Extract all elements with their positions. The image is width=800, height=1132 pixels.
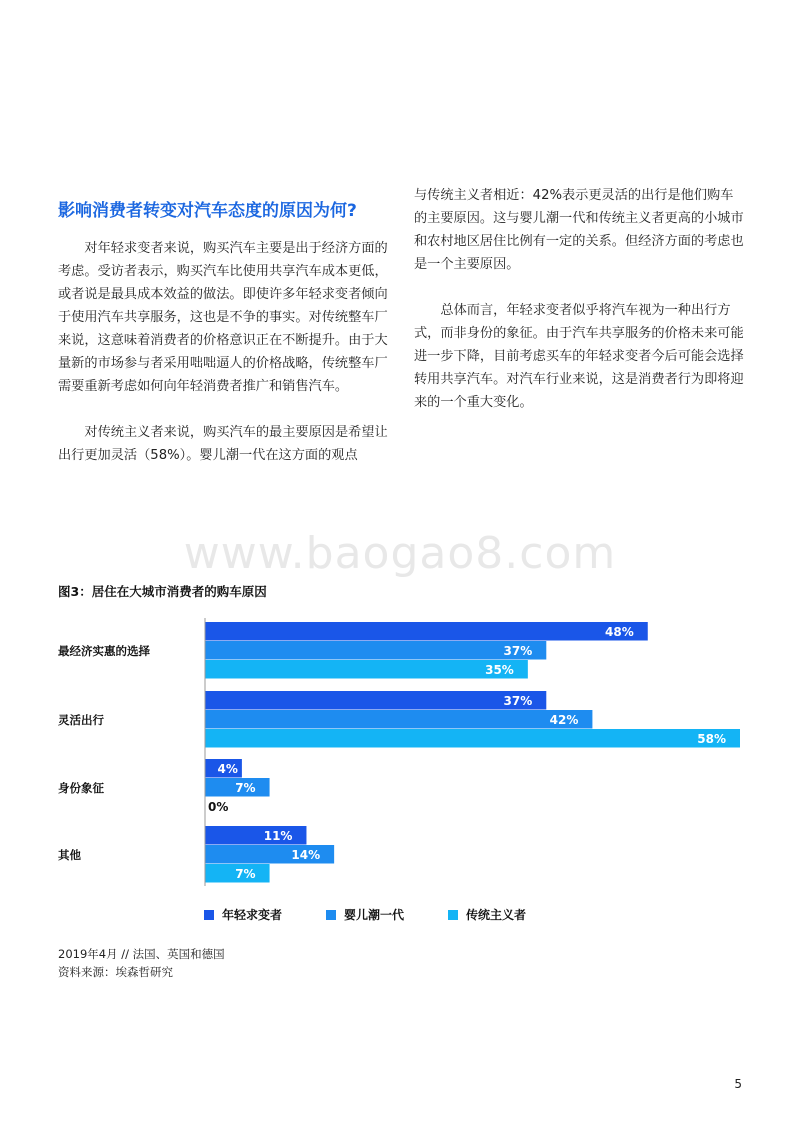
bar-chart — [0, 610, 800, 900]
legend-item-traditional — [448, 906, 526, 923]
category-label: 灵活出行 — [58, 713, 104, 727]
data-label: 37% — [503, 643, 533, 658]
bar — [205, 710, 592, 729]
left-paragraph-2: 对传统主义者来说，购买汽车的最主要原因是希望让出行更加灵活（58%）。婴儿潮一代在这方面的观点 — [58, 425, 388, 463]
bar — [205, 729, 740, 748]
data-label: 48% — [605, 624, 634, 639]
data-label: 35% — [485, 662, 514, 677]
data-label: 42% — [549, 712, 579, 727]
watermark: www.baogao8.com — [183, 528, 617, 579]
footnote-source: 资料来源：埃森哲研究 — [58, 965, 173, 979]
section-title: 影响消费者转变对汽车态度的原因为何? — [58, 201, 357, 221]
category-label: 身份象征 — [58, 781, 104, 795]
legend-item-boomers — [326, 906, 404, 923]
left-column — [58, 237, 394, 490]
data-label: 7% — [235, 866, 256, 881]
data-label: 11% — [263, 828, 293, 843]
data-label: 7% — [235, 780, 256, 795]
right-column — [414, 184, 746, 437]
bar — [205, 622, 648, 641]
left-paragraph-1: 对年轻求变者来说，购买汽车主要是出于经济方面的考虑。受访者表示，购买汽车比使用共享汽车成本更低，或者说是最具成本效益的做法。即使许多年轻求变者倾向于使用汽车共享服务，这也是不争的事实。对传统整车厂来说，这意味着消费者的价格意识正在不断提升。由于大量新的市场参与者采用咄咄逼人的价格战略，传统整车厂需要重新考虑如何向年轻消费者推广和销售汽车。 — [58, 241, 388, 394]
legend-item-young — [204, 906, 282, 923]
bar — [205, 660, 528, 679]
bar — [205, 641, 546, 660]
legend-swatch — [204, 910, 214, 920]
data-label: 4% — [217, 761, 238, 776]
legend-label: 传统主义者 — [466, 908, 527, 922]
right-paragraph-2: 总体而言，年轻求变者似乎将汽车视为一种出行方式，而非身份的象征。由于汽车共享服务的价格未来可能进一步下降，目前考虑买车的年轻求变者今后可能会选择转用共享汽车。对汽车行业来说，这是消费者行为即将迎来的一个重大变化。 — [414, 303, 744, 410]
right-paragraph-1: 与传统主义者相近：42%表示更灵活的出行是他们购车的主要原因。这与婴儿潮一代和传统主义者更高的小城市和农村地区居住比例有一定的关系。但经济方面的考虑也是一个主要原因。 — [414, 188, 744, 272]
data-label: 14% — [291, 847, 321, 862]
figure-title: 图3：居住在大城市消费者的购车原因 — [58, 584, 267, 599]
data-label: 37% — [503, 693, 533, 708]
category-label: 其他 — [58, 848, 81, 862]
data-label: 58% — [697, 731, 726, 746]
legend-label: 婴儿潮一代 — [344, 908, 405, 922]
chart-legend — [204, 906, 526, 923]
bar — [205, 691, 546, 710]
legend-label: 年轻求变者 — [222, 908, 283, 922]
page-number: 5 — [734, 1077, 742, 1091]
legend-swatch — [326, 910, 336, 920]
category-label: 最经济实惠的选择 — [58, 644, 150, 658]
footnote-date-region: 2019年4月 // 法国、英国和德国 — [58, 947, 225, 961]
legend-swatch — [448, 910, 458, 920]
data-label: 0% — [208, 799, 229, 814]
